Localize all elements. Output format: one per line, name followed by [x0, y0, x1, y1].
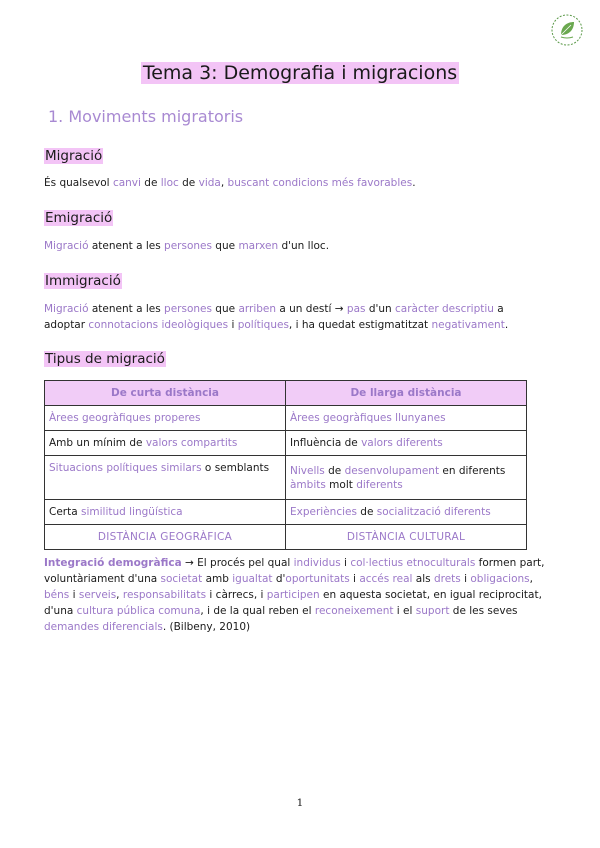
highlighted-term: connotacions ideològiques	[88, 319, 229, 331]
highlighted-term: drets	[433, 573, 461, 585]
text-run: ,	[116, 589, 123, 601]
heading-migracio: Migració	[45, 148, 103, 164]
highlighted-term: similitud lingüística	[81, 506, 183, 518]
highlighted-term: oportunitats	[285, 573, 350, 585]
leaf-logo-icon	[549, 12, 585, 48]
text-run: de	[178, 177, 199, 189]
text-run: als	[412, 573, 434, 585]
highlighted-term: persones	[164, 240, 212, 252]
text-run: atenent a les	[88, 303, 165, 315]
highlighted-term: obligacions	[470, 573, 530, 585]
highlighted-term: valors diferents	[361, 437, 443, 449]
highlighted-term: individus	[293, 557, 341, 569]
highlighted-term: reconeixement	[314, 605, 394, 617]
emigracio-definition	[44, 238, 564, 254]
section-heading: 1. Moviments migratoris	[48, 107, 244, 126]
table-header-row	[45, 381, 527, 406]
page-title: Tema 3: Demografia i migracions	[142, 62, 458, 84]
migracio-definition	[44, 175, 564, 191]
heading-immigracio: Immigració	[45, 273, 121, 289]
highlighted-term: lloc	[160, 177, 179, 189]
highlighted-term: béns	[44, 589, 70, 601]
header-long-distance: De llarga distància	[286, 381, 527, 406]
highlighted-term: col·lectius etnoculturals	[350, 557, 476, 569]
highlighted-term: igualtat	[232, 573, 273, 585]
text-run: que	[211, 240, 239, 252]
text-run: .	[412, 177, 416, 189]
table-row	[45, 431, 527, 456]
highlighted-term: marxen	[238, 240, 279, 252]
footer-geographic-distance: DISTÀNCIA GEOGRÀFICA	[45, 525, 286, 550]
highlighted-term: arriben	[238, 303, 277, 315]
highlighted-term: canvi	[112, 177, 141, 189]
text-run: i	[349, 573, 360, 585]
highlighted-term: Experiències	[290, 506, 357, 518]
text-run: → El procés pel qual	[181, 557, 294, 569]
highlighted-term: Àrees geogràfiques properes	[49, 412, 201, 424]
heading-emigracio: Emigració	[45, 210, 113, 226]
table-cell	[45, 406, 286, 431]
table-cell	[45, 431, 286, 456]
text-run: d'un lloc.	[278, 240, 330, 252]
text-run: a adoptar	[44, 303, 504, 331]
highlighted-term: responsabilitats	[122, 589, 207, 601]
text-run: , i ha quedat estigmatitzat	[288, 319, 432, 331]
text-run: en aquesta societat, en igual reciprocitat, d'una	[44, 589, 542, 617]
text-run: de	[356, 506, 377, 518]
footer-cultural-distance: DISTÀNCIA CULTURAL	[286, 525, 527, 550]
migration-types-table	[44, 380, 527, 550]
text-run: Certa	[49, 506, 81, 518]
immigracio-definition	[44, 301, 522, 333]
table-cell	[286, 500, 527, 525]
table-row	[45, 406, 527, 431]
text-run: d'un	[365, 303, 396, 315]
highlighted-term: participen	[266, 589, 320, 601]
highlighted-term: desenvolupament	[344, 464, 440, 477]
highlighted-term: societat	[160, 573, 203, 585]
text-run: atenent a les	[88, 240, 165, 252]
highlighted-term: cultura pública comuna	[76, 605, 201, 617]
text-run: de les seves	[449, 605, 518, 617]
text-run: a un destí →	[276, 303, 347, 315]
table-footer-row	[45, 525, 527, 550]
highlighted-term: Àrees geogràfiques llunyanes	[290, 412, 446, 424]
text-run: i el	[393, 605, 416, 617]
highlighted-term: valors compartits	[145, 437, 238, 449]
text-run: , i de la qual reben el	[200, 605, 315, 617]
table-row	[45, 500, 527, 525]
text-run: formen part, voluntàriament d'una	[44, 557, 545, 585]
text-run: . (Bilbeny, 2010)	[162, 621, 251, 633]
highlighted-term: suport	[415, 605, 450, 617]
text-run: i	[340, 557, 351, 569]
highlighted-term: pas	[346, 303, 366, 315]
heading-tipus-migracio: Tipus de migració	[45, 351, 165, 367]
page-number: 1	[296, 797, 304, 809]
highlighted-term: serveis	[78, 589, 117, 601]
highlighted-term: demandes diferencials	[44, 621, 163, 633]
table-cell	[45, 500, 286, 525]
text-run: amb	[202, 573, 233, 585]
highlighted-term: negativament	[431, 319, 505, 331]
integracio-definition	[44, 555, 552, 635]
highlighted-term: buscant condicions més favorables	[227, 177, 413, 189]
highlighted-term: Migració	[44, 303, 89, 315]
text-run: És qualsevol	[44, 177, 113, 189]
text-run: ,	[529, 573, 533, 585]
text-run: en diferents	[439, 464, 506, 477]
text-run: de	[324, 464, 345, 477]
text-run: i càrrecs, i	[206, 589, 267, 601]
text-run: de	[140, 177, 161, 189]
text-run: i	[69, 589, 79, 601]
highlighted-term: Situacions polítiques similars	[49, 462, 202, 474]
highlighted-term: vida	[198, 177, 221, 189]
text-run: d'	[272, 573, 286, 585]
highlighted-term: Integració demogràfica	[44, 557, 182, 569]
text-run: ,	[220, 177, 228, 189]
header-short-distance: De curta distància	[45, 381, 286, 406]
table-cell	[45, 456, 286, 500]
highlighted-term: Migració	[44, 240, 89, 252]
highlighted-term: diferents	[356, 478, 403, 491]
highlighted-term: àmbits	[290, 478, 326, 491]
highlighted-term: Nivells	[290, 464, 325, 477]
highlighted-term: socialització diferents	[376, 506, 491, 518]
table-cell	[286, 431, 527, 456]
text-run: o semblants	[201, 462, 270, 474]
table-row	[45, 456, 527, 500]
table-cell	[286, 456, 527, 500]
highlighted-term: caràcter descriptiu	[395, 303, 494, 315]
text-run: Amb un mínim de	[49, 437, 146, 449]
text-run: .	[504, 319, 509, 331]
text-run: molt	[325, 478, 357, 491]
highlighted-term: persones	[164, 303, 212, 315]
text-run: i	[460, 573, 471, 585]
text-run: Influència de	[290, 437, 362, 449]
highlighted-term: accés real	[359, 573, 413, 585]
text-run: i	[228, 319, 238, 331]
table-cell	[286, 406, 527, 431]
highlighted-term: polítiques	[237, 319, 289, 331]
text-run: que	[211, 303, 239, 315]
